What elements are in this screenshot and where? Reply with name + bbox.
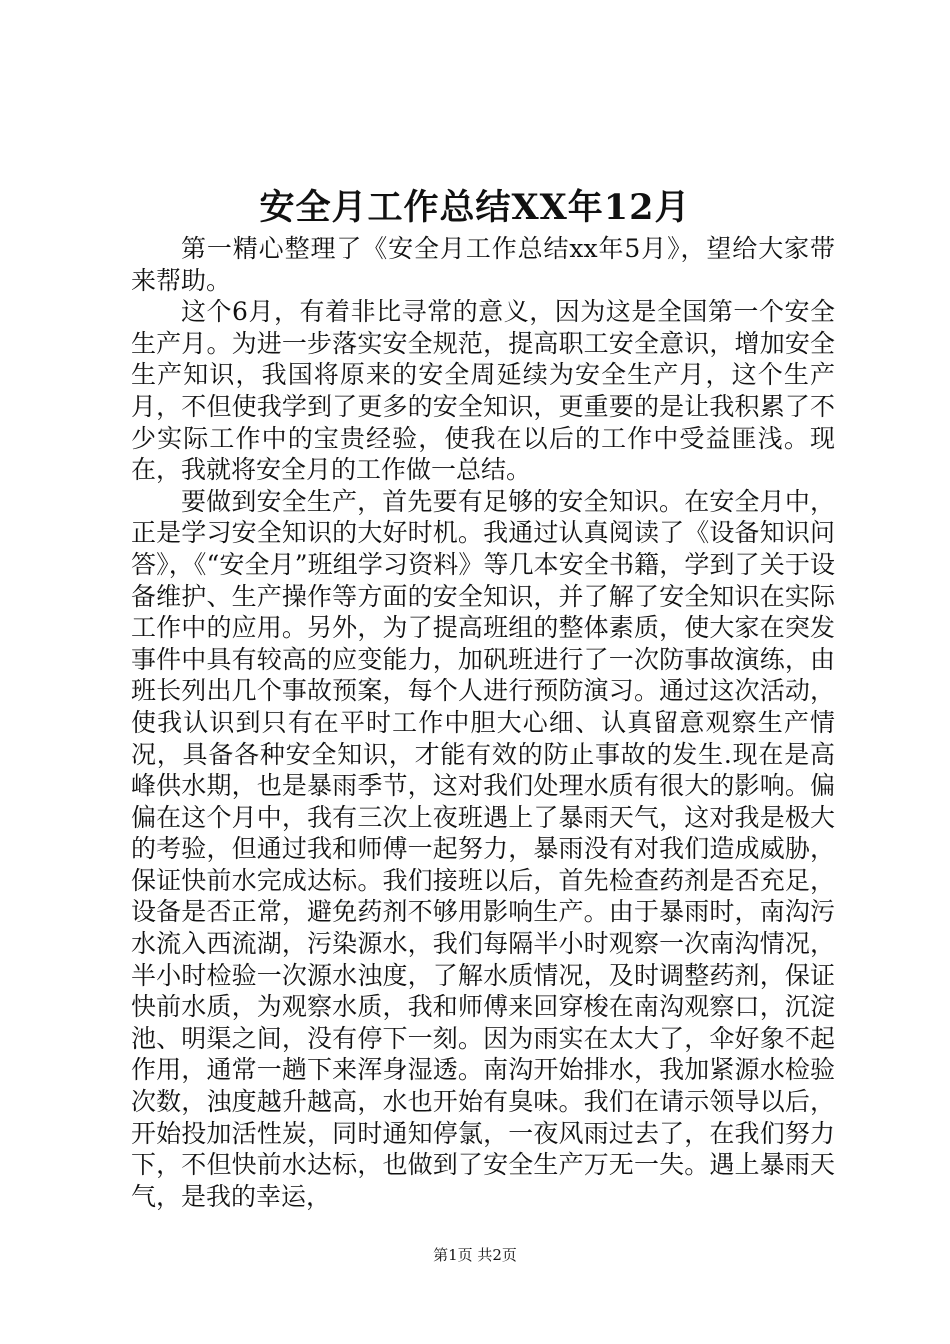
paragraph-safety-knowledge: 要做到安全生产，首先要有足够的安全知识。在安全月中，正是学习安全知识的大好时机。我通过认真阅读了《设备知识问答》，《“安全月”班组学习资料》等几本安全书籍，学到了关于设备维护、生产操作等方面的安全知识，并了解了安全知识在实际工作中的应用。另外，为了提高班组的整体素质，使大家在突发事件中具有较高的应变能力，加矾班进行了一次防事故演练，由班长列出几个事故预案，每个人进行预防演习。通过这次活动，使我认识到只有在平时工作中胆大心细、认真留意观察生产情况，具备各种安全知识，才能有效的防止事故的发生.现在是高峰供水期，也是暴雨季节，这对我们处理水质有很大的影响。偏偏在这个月中，我有三次上夜班遇上了暴雨天气，这对我是极大的考验，但通过我和师傅一起努力，暴雨没有对我们造成威胁，保证快前水完成达标。我们接班以后，首先检查药剂是否充足，设备是否正常，避免药剂不够用影响生产。由于暴雨时，南沟污水流入西流湖，污染源水，我们每隔半小时观察一次南沟情况，半小时检验一次源水浊度，了解水质情况，及时调整药剂，保证快前水质，为观察水质，我和师傅来回穿梭在南沟观察口，沉淀池、明渠之间，没有停下一刻。因为雨实在太大了，伞好象不起作用，通常一趟下来浑身湿透。南沟开始排水，我加紧源水检验次数，浊度越升越高，水也开始有臭味。我们在请示领导以后，开始投加活性炭，同时通知停氯，一夜风雨过去了，在我们努力下，不但快前水达标，也做到了安全生产万无一失。遇上暴雨天气，是我的幸运，	[131, 486, 835, 1211]
document-title: 安全月工作总结XX年12月	[259, 187, 691, 228]
document-body	[131, 233, 835, 1212]
paragraph-intro: 第一精心整理了《安全月工作总结xx年5月》，望给大家带来帮助。	[131, 234, 835, 295]
paragraph-safety-month: 这个6月，有着非比寻常的意义，因为这是全国第一个安全生产月。为进一步落实安全规范，提高职工安全意识，增加安全生产知识，我国将原来的安全周延续为安全生产月，这个生产月，不但使我学到了更多的安全知识，更重要的是让我积累了不少实际工作中的宝贵经验，使我在以后的工作中受益匪浅。现在，我就将安全月的工作做一总结。	[131, 297, 835, 485]
page-number-footer: 第1页 共2页	[433, 1246, 517, 1264]
